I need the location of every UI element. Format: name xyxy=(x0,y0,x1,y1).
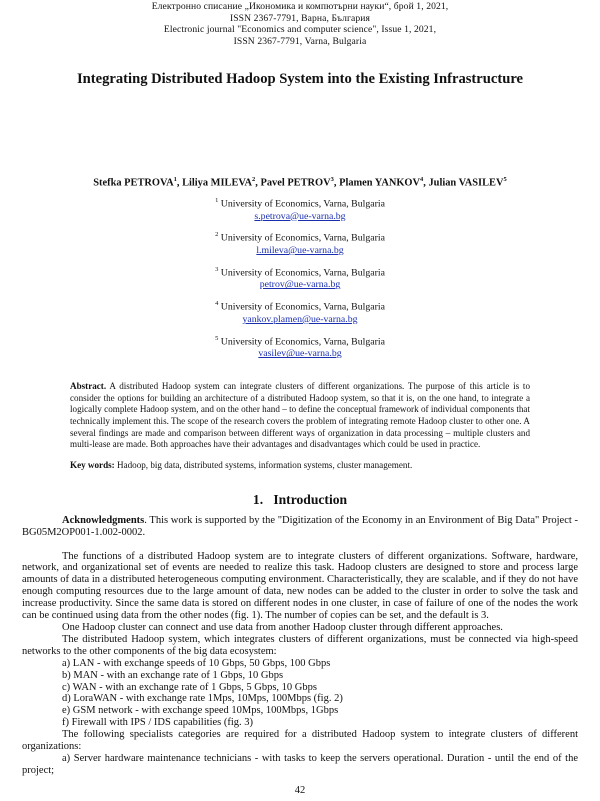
section-heading xyxy=(0,492,600,508)
ack-label: Acknowledgments xyxy=(62,514,145,526)
author-name: Julian VASILEV xyxy=(428,177,504,189)
section-number: 1. xyxy=(252,491,264,507)
author-name: Stefka PETROVA xyxy=(93,177,174,189)
list-item: c) WAN - with an exchange rate of 1 Gbps, 5 Gbps, 10 Gbps xyxy=(62,681,317,693)
author-sup: 4 xyxy=(420,176,424,184)
paper-title: Integrating Distributed Hadoop System into the Existing Infrastructure xyxy=(76,71,524,88)
affiliation-org: University of Economics, Varna, Bulgaria xyxy=(220,232,385,244)
keywords xyxy=(70,460,530,472)
abstract-text: A distributed Hadoop system can integrate clusters of different organizations. The purpose of this article is to consider the options for building an architecture of a distributed Hadoop system, so that it is, on the one hand, to integrate a logically complete Hadoop system, and on the other hand – to define the conceptual framework of individual components that technically implement this. The scope of the research covers the problem of integrating remote Hadoop cluster to other one. A several findings are made and comparison between different ways of organization in data processing – multiple clusters and multi-lease are made. Both approaches have their advantages and disadvantages which could be used in practice. xyxy=(70,380,530,450)
keywords-text: Hadoop, big data, distributed systems, information systems, cluster management. xyxy=(117,460,413,471)
author-name: Pavel PETROV xyxy=(260,177,331,189)
list-item: b) MAN - with an exchange rate of 1 Gbps, 10 Gbps xyxy=(62,669,284,681)
body-text xyxy=(22,515,578,777)
email-link[interactable]: vasilev@ue-varna.bg xyxy=(258,348,342,360)
paragraph: The following specialists categories are required for a distributed Hadoop system to integrate clusters of different organizations: xyxy=(22,729,578,753)
author-sup: 1 xyxy=(173,176,177,184)
list-item: a) LAN - with exchange speeds of 10 Gbps, 50 Gbps, 100 Gbps xyxy=(62,657,331,669)
journal-header xyxy=(0,1,600,47)
affiliation-sup: 1 xyxy=(215,196,219,204)
affiliation-org: University of Economics, Varna, Bulgaria xyxy=(220,301,385,313)
page-number: 42 xyxy=(294,785,306,796)
author-sup: 2 xyxy=(252,176,256,184)
affiliation-org: University of Economics, Varna, Bulgaria xyxy=(220,267,385,279)
author-name: Liliya MILEVA xyxy=(182,177,253,189)
affiliation xyxy=(0,333,600,361)
email-link[interactable]: s.petrova@ue-varna.bg xyxy=(254,210,346,222)
journal-header-line: ISSN 2367-7791, Варна, България xyxy=(229,12,371,24)
affiliation-org: University of Economics, Varna, Bulgaria xyxy=(220,335,385,347)
author-sup: 5 xyxy=(503,176,507,184)
journal-header-line: ISSN 2367-7791, Varna, Bulgaria xyxy=(233,35,367,47)
author-name: Plamen YANKOV xyxy=(339,177,421,189)
affiliation-list xyxy=(0,195,600,361)
abstract-label: Abstract. xyxy=(70,380,107,391)
affiliation-sup: 5 xyxy=(215,334,219,342)
paragraph: One Hadoop cluster can connect and use data from another Hadoop cluster through different approaches. xyxy=(62,621,503,633)
affiliation-sup: 2 xyxy=(215,231,219,239)
email-link[interactable]: l.mileva@ue-varna.bg xyxy=(256,244,344,256)
paragraph: a) Server hardware maintenance technicians - with tasks to keep the servers operational. Duration - until the end of the project; xyxy=(22,752,578,776)
affiliation-sup: 4 xyxy=(215,300,219,308)
ack-text: . This work is supported by the "Digitization of the Economy in an Environment of Big Data" Project - BG05M2OP001-1.002-0002. xyxy=(22,514,578,538)
journal-header-line: Електронно списание „Икономика и компютърни науки“, брой 1, 2021, xyxy=(151,1,449,12)
journal-header-line: Electronic journal "Economics and computer science", Issue 1, 2021, xyxy=(163,24,437,36)
paragraph: The functions of a distributed Hadoop system are to integrate clusters of different organizations. Software, hardware, network, and organizational set of events are needed to realize this task. Hadoop clusters are designed to store and process large amounts of data in a distributed heterogeneous computing environment. Characteristically, they are scalable, and if they do not have enough computing resources due to the large amount of data, new nodes can be added to the cluster in order to solve the task and increase productivity. Since the same data is stored on different nodes in one cluster, in case of failure of one of the nodes the work can be continued using data from the other nodes (fig. 1). The number of copies can be set, and the default is 3. xyxy=(22,550,578,622)
affiliation xyxy=(0,229,600,257)
author-sup: 3 xyxy=(330,176,334,184)
acknowledgments xyxy=(22,515,578,539)
abstract xyxy=(70,381,530,451)
affiliation xyxy=(0,298,600,326)
email-link[interactable]: petrov@ue-varna.bg xyxy=(259,279,341,291)
affiliation-sup: 3 xyxy=(215,265,219,273)
author-list: Stefka PETROVA$^1$, Liliya MILEVA$^2$, Pavel PETROV$^3$, Plamen YANKOV$^4$, Julian VASILEV$^5$ xyxy=(93,176,507,189)
paragraph: The distributed Hadoop system, which integrates clusters of different organizations, must be connected via high-speed networks to the other components of the big data ecosystem: xyxy=(22,633,578,657)
list-item: e) GSM network - with exchange speed 10Mps, 100Mbps, 1Gbps xyxy=(62,705,339,717)
keywords-label: Key words: xyxy=(70,460,115,471)
list-item: f) Firewall with IPS / IDS capabilities (fig. 3) xyxy=(62,717,254,729)
affiliation xyxy=(0,195,600,223)
email-link[interactable]: yankov.plamen@ue-varna.bg xyxy=(242,313,358,325)
list-item: d) LoraWAN - with exchange rate 1Mps, 10Mps, 100Mbps (fig. 2) xyxy=(62,693,343,705)
affiliation-org: University of Economics, Varna, Bulgaria xyxy=(220,198,385,210)
affiliation xyxy=(0,264,600,292)
section-title: Introduction xyxy=(273,491,348,507)
